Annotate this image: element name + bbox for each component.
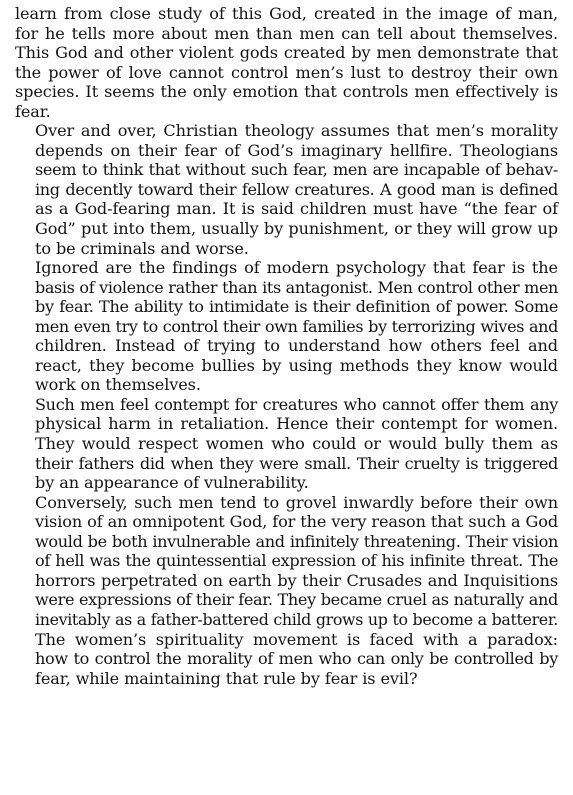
text-line: would be both invulnerable and infinitely threatening. Their vision xyxy=(35,531,558,551)
paragraph-5 xyxy=(15,493,558,630)
text-line: basis of violence rather than its antagonist. Men control other men xyxy=(35,277,558,297)
text-line: ing decently toward their fellow creatures. A good man is defined xyxy=(35,179,558,199)
text-line: fear. xyxy=(15,101,51,121)
text-line: They would respect women who could or would bully them as xyxy=(35,434,558,454)
text-line: as a God-fearing man. It is said children must have “the fear of xyxy=(35,199,558,219)
paragraph-1 xyxy=(15,4,558,121)
text-line: Such men feel contempt for creatures who cannot offer them any xyxy=(35,394,558,414)
text-line: This God and other violent gods created by men demonstrate that xyxy=(15,43,558,63)
text-line: by an appearance of vulnerability. xyxy=(35,473,309,493)
paragraph-4 xyxy=(15,395,558,493)
paragraph-3 xyxy=(15,258,558,395)
paragraph-6 xyxy=(15,630,558,689)
text-line: Conversely, such men tend to grovel inwardly before their own xyxy=(35,492,558,512)
text-line: fear, while maintaining that rule by fear is evil? xyxy=(35,668,418,688)
text-line: seem to think that without such fear, men are incapable of behav- xyxy=(35,160,558,180)
text-line: men even try to control their own families by terrorizing wives and xyxy=(35,316,558,336)
text-line: their fathers did when they were small. Their cruelty is triggered xyxy=(35,453,558,473)
text-line: to be criminals and worse. xyxy=(35,238,249,258)
text-line: God” put into them, usually by punishment, or they will grow up xyxy=(35,219,558,239)
text-line: The women’s spirituality movement is faced with a paradox: xyxy=(35,629,558,649)
text-line: Over and over, Christian theology assumes that men’s morality xyxy=(35,121,558,141)
text-line: of hell was the quintessential expression of his infinite threat. The xyxy=(35,551,558,571)
paragraph-2 xyxy=(15,121,558,258)
text-line: for he tells more about men than men can tell about themselves. xyxy=(15,23,558,43)
text-line: were expressions of their fear. They became cruel as naturally and xyxy=(35,590,558,610)
text-line: depends on their fear of God’s imaginary hellfire. Theologians xyxy=(35,140,558,160)
text-line: Ignored are the findings of modern psychology that fear is the xyxy=(35,258,558,278)
text-line: species. It seems the only emotion that controls men effectively is xyxy=(15,82,558,102)
text-line: inevitably as a father-battered child grows up to become a batterer. xyxy=(35,609,558,629)
text-line: the power of love cannot control men’s lust to destroy their own xyxy=(15,62,558,82)
document-page xyxy=(15,4,558,688)
text-line: learn from close study of this God, created in the image of man, xyxy=(15,4,558,23)
text-line: horrors perpetrated on earth by their Crusades and Inquisitions xyxy=(35,570,558,590)
text-line: by fear. The ability to intimidate is their definition of power. Some xyxy=(35,297,558,317)
text-line: react, they become bullies by using methods they know would xyxy=(35,355,558,375)
text-line: work on themselves. xyxy=(35,375,201,395)
text-line: vision of an omnipotent God, for the very reason that such a God xyxy=(35,512,559,532)
text-line: physical harm in retaliation. Hence their contempt for women. xyxy=(35,414,558,434)
text-line: how to control the morality of men who can only be controlled by xyxy=(35,649,558,669)
text-line: children. Instead of trying to understand how others feel and xyxy=(35,336,558,356)
